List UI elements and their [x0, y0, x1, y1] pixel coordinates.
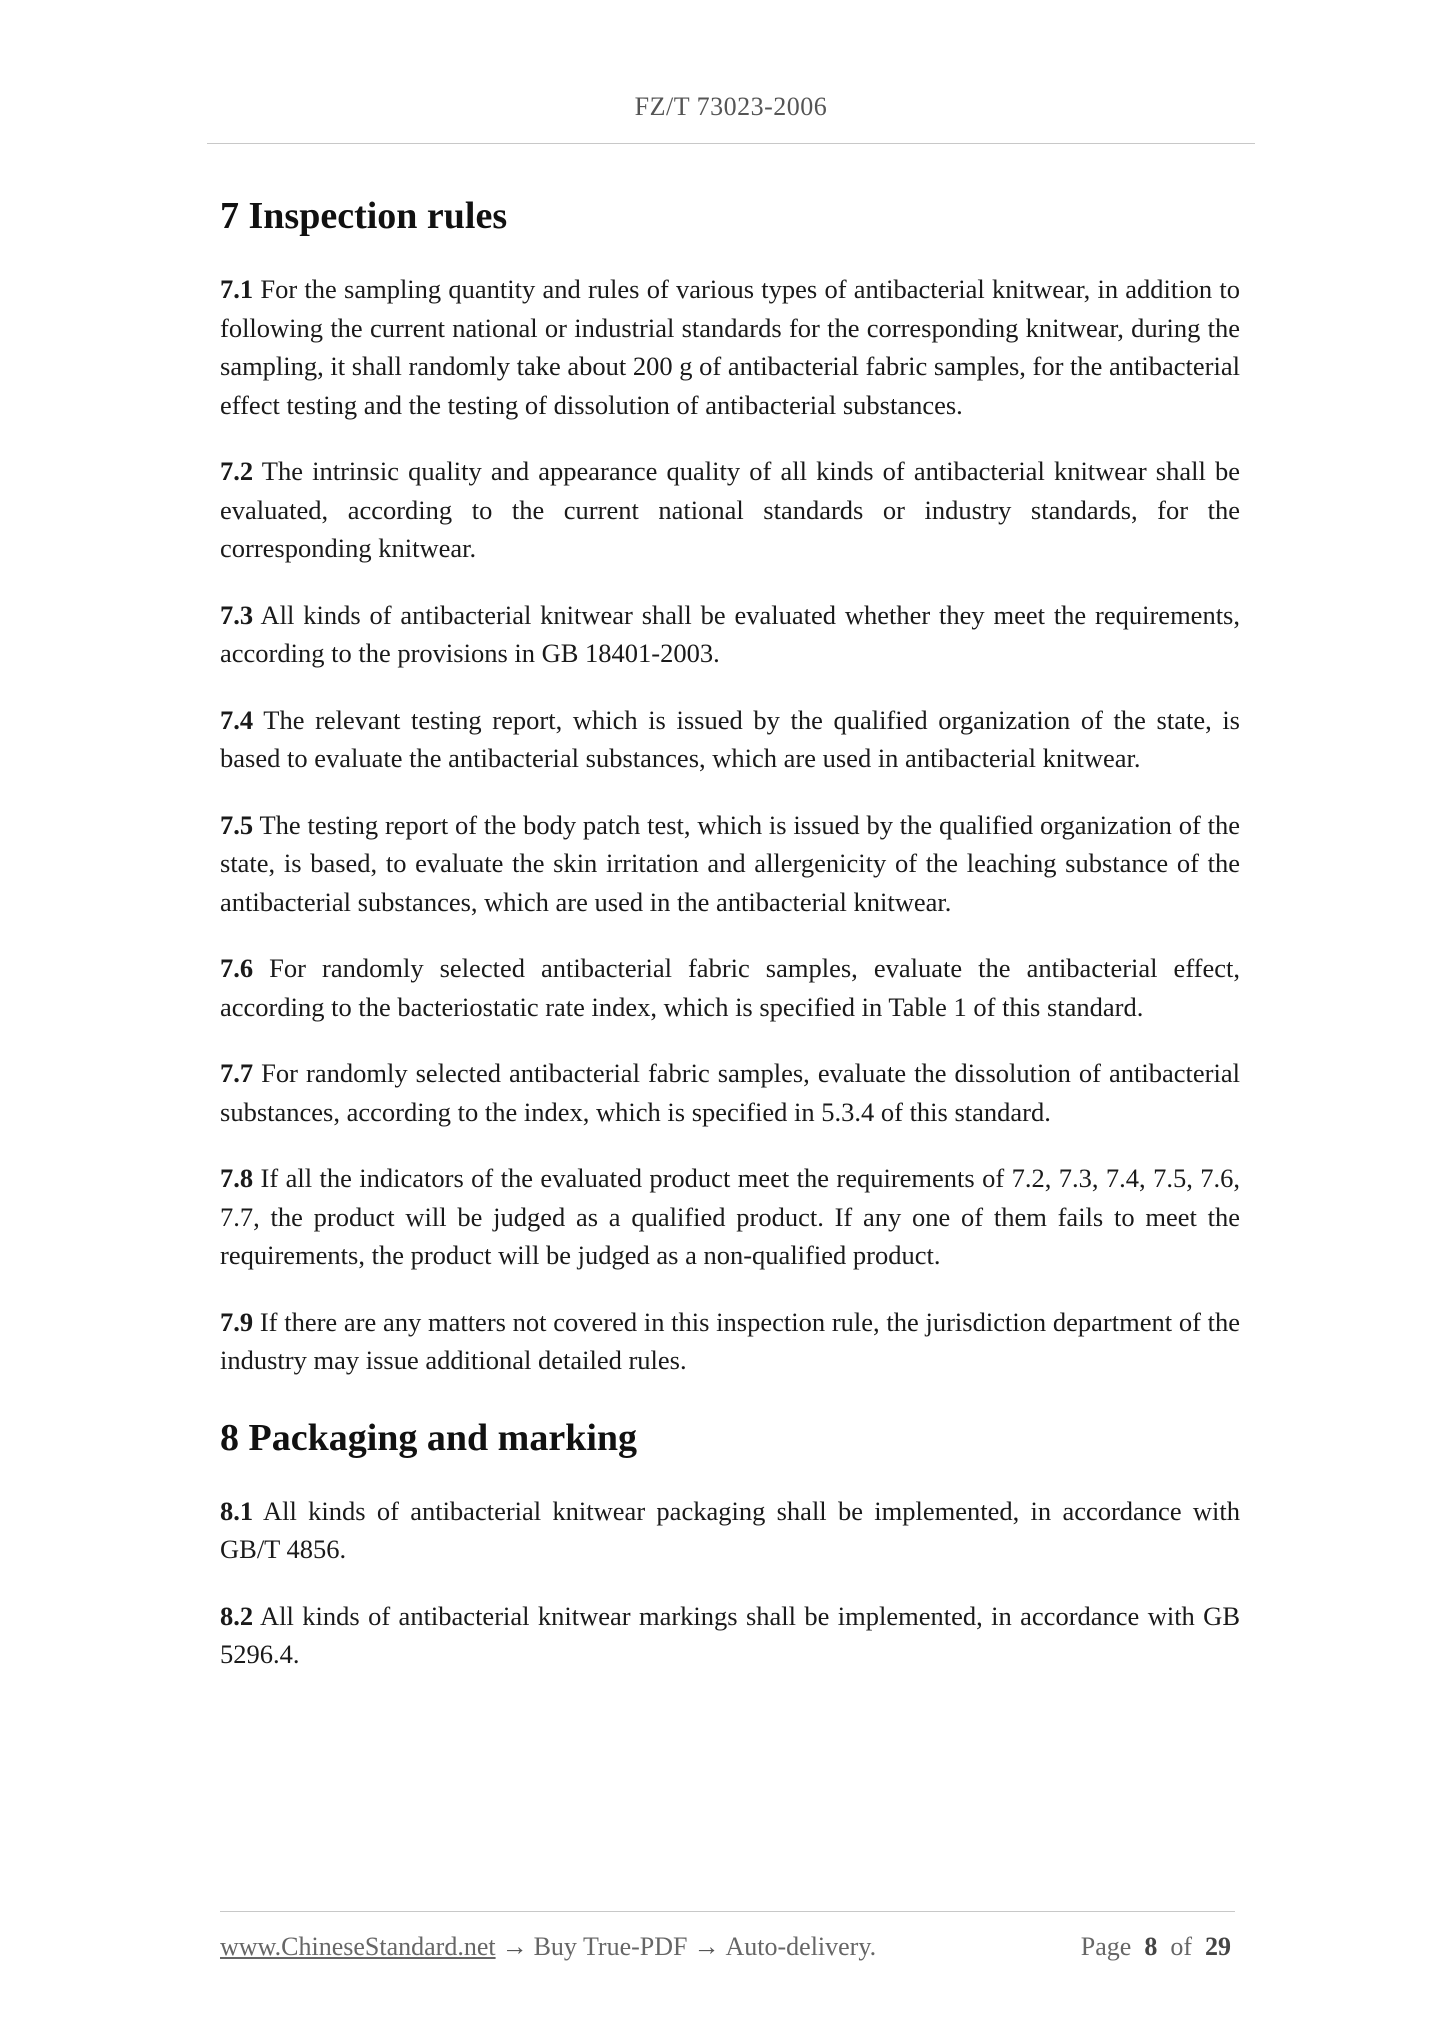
arrow-right-icon: → — [501, 1932, 528, 1961]
clause-7-2 — [220, 452, 1240, 568]
clause-text: For randomly selected antibacterial fabric samples, evaluate the antibacterial effect, according to the bacteriostatic rate index, which is specified in Table 1 of this standard. — [220, 953, 1240, 1022]
page-label: Page — [1080, 1932, 1132, 1961]
clause-text: All kinds of antibacterial knitwear markings shall be implemented, in accordance with GB 5296.4. — [220, 1600, 1240, 1669]
page-of-label: of — [1170, 1932, 1192, 1961]
footer-divider — [220, 1911, 1235, 1912]
header-divider — [207, 143, 1255, 144]
clause-text: The testing report of the body patch test, which is issued by the qualified organization of the state, is based, to evaluate the skin irritation and allergenicity of the leaching substance of the antibacterial substances, which are used in the antibacterial knitwear. — [220, 809, 1240, 917]
clause-number: 8.2 — [220, 1600, 254, 1631]
page-indicator — [1081, 1932, 1231, 1962]
clause-8-2 — [220, 1597, 1240, 1674]
clause-number: 7.2 — [220, 456, 254, 486]
clause-number: 7.6 — [220, 953, 254, 983]
page-current-number: 8 — [1144, 1932, 1158, 1961]
clause-text: All kinds of antibacterial knitwear packaging shall be implemented, in accordance with GB/T 4856. — [220, 1495, 1240, 1564]
clause-7-4 — [220, 701, 1240, 778]
clause-number: 8.1 — [220, 1495, 254, 1526]
clause-text: For randomly selected antibacterial fabric samples, evaluate the dissolution of antibacterial substances, according to the index, which is specified in 5.3.4 of this standard. — [220, 1058, 1240, 1127]
clause-text: For the sampling quantity and rules of various types of antibacterial knitwear, in addition to following the current national or industrial standards for the corresponding knitwear, during the sampling, it shall randomly take about 200 g of antibacterial fabric samples, for the antibacterial effect testing and the testing of dissolution of antibacterial substances. — [220, 274, 1240, 420]
clause-7-3 — [220, 596, 1240, 673]
clause-text: The intrinsic quality and appearance quality of all kinds of antibacterial knitwear shall be evaluated, according to the current national standards or industry standards, for the corresponding knitwear. — [220, 456, 1240, 563]
section-title-inspection-rules: 7 Inspection rules — [220, 195, 508, 237]
section-title-packaging-marking: 8 Packaging and marking — [220, 1416, 638, 1459]
clause-7-5 — [220, 806, 1240, 922]
clause-7-6 — [220, 949, 1240, 1026]
clause-text: The relevant testing report, which is issued by the qualified organization of the state, is based to evaluate the antibacterial substances, which are used in antibacterial knitwear. — [220, 704, 1240, 773]
document-code-header: FZ/T 73023-2006 — [634, 92, 828, 121]
clause-number: 7.4 — [220, 704, 254, 735]
clause-number: 7.1 — [220, 274, 254, 304]
clause-7-7 — [220, 1054, 1240, 1131]
auto-delivery-text: Auto-delivery. — [725, 1932, 877, 1961]
clause-text: If there are any matters not covered in this inspection rule, the jurisdiction department of the industry may issue additional detailed rules. — [220, 1306, 1240, 1375]
clause-7-8 — [220, 1159, 1240, 1275]
clause-number: 7.8 — [220, 1163, 254, 1193]
arrow-right-icon: → — [693, 1932, 720, 1961]
page-footer — [220, 1932, 1235, 1962]
chinesestandard-site-link[interactable]: www.ChineseStandard.net — [220, 1932, 496, 1961]
clause-7-9 — [220, 1303, 1240, 1380]
clause-number: 7.7 — [220, 1058, 254, 1088]
buy-true-pdf-text: Buy True-PDF — [533, 1932, 688, 1961]
clause-number: 7.3 — [220, 599, 254, 630]
clause-number: 7.9 — [220, 1306, 254, 1337]
page-total-number: 29 — [1205, 1932, 1231, 1961]
clause-7-1 — [220, 270, 1240, 424]
document-body — [220, 186, 1240, 1702]
clause-number: 7.5 — [220, 809, 254, 840]
clause-text: If all the indicators of the evaluated product meet the requirements of 7.2, 7.3, 7.4, 7.5, 7.6, 7.7, the product will be judged as a qualified product. If any one of them fails to meet the requirements, the product will be judged as a non-qualified product. — [220, 1163, 1240, 1270]
clause-text: All kinds of antibacterial knitwear shall be evaluated whether they meet the requirements, according to the provisions in GB 18401-2003. — [220, 599, 1240, 668]
clause-8-1 — [220, 1492, 1240, 1569]
